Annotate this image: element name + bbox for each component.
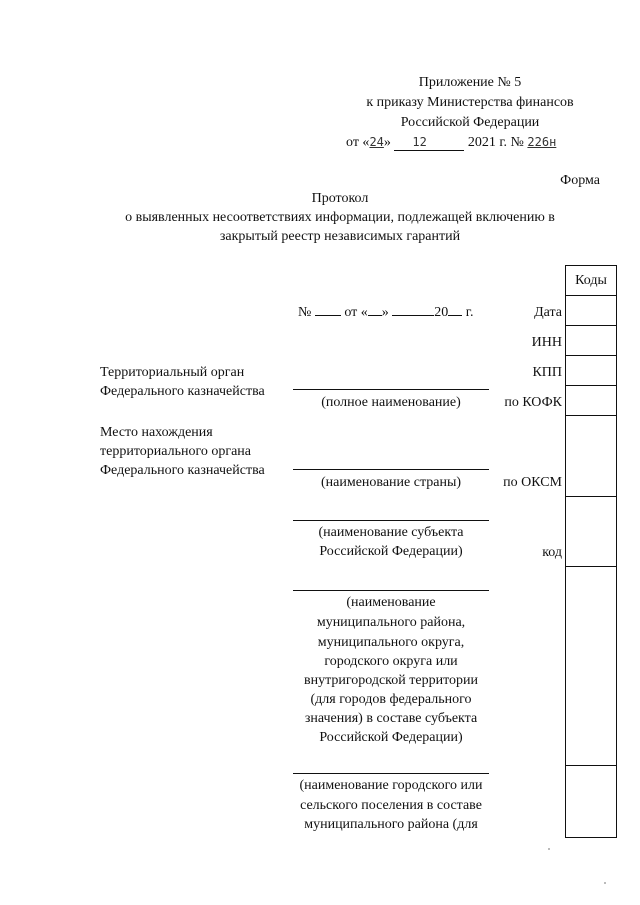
order-date-prefix: от « xyxy=(346,135,370,150)
caption-settlement-2: сельского поселения в составе xyxy=(300,798,482,813)
date-from: от « xyxy=(344,305,368,320)
label-kpp: КПП xyxy=(532,365,562,380)
territorial-body-label-2: Федерального казначейства xyxy=(100,384,265,399)
month-blank xyxy=(392,315,434,316)
form-label: Форма xyxy=(560,173,600,188)
order-year: 2021 г. № xyxy=(467,135,524,150)
code-cell-subject xyxy=(565,566,617,766)
code-cell-date xyxy=(565,295,617,326)
caption-municipal-5: внутригородской территории xyxy=(303,673,479,688)
date-quote-close: » xyxy=(381,305,389,320)
number-blank xyxy=(315,315,341,316)
caption-settlement-1: (наименование городского или xyxy=(299,778,483,793)
number-sign: № xyxy=(298,305,312,320)
municipal-line xyxy=(293,590,489,591)
location-label-2: территориального органа xyxy=(100,444,252,459)
full-name-line xyxy=(293,389,489,390)
caption-full-name: (полное наименование) xyxy=(321,395,461,410)
code-cell-municipal xyxy=(565,765,617,838)
year-blank xyxy=(448,315,462,316)
label-inn: ИНН xyxy=(531,335,562,350)
caption-municipal-2: муниципального района, xyxy=(316,615,466,630)
document-title: Протокол xyxy=(311,191,369,206)
settlement-line xyxy=(293,773,489,774)
year-suffix: г. xyxy=(465,305,474,320)
document-subtitle-2: закрытый реестр независимых гарантий xyxy=(219,229,461,244)
codes-header-cell xyxy=(565,265,617,296)
caption-municipal-6: (для городов федерального xyxy=(310,692,472,707)
code-cell-kofk xyxy=(565,385,617,416)
caption-municipal-3: муниципального округа, xyxy=(317,635,465,650)
year-prefix: 20 xyxy=(434,305,449,320)
order-month: 12 xyxy=(394,134,464,151)
order-day: 24 xyxy=(369,135,384,149)
caption-municipal-7: значения) в составе субъекта xyxy=(304,711,478,726)
caption-municipal-1: (наименование xyxy=(346,595,436,610)
country-line xyxy=(293,469,489,470)
code-cell-blank xyxy=(565,415,617,497)
order-reference: к приказу Министерства финансов xyxy=(366,95,574,110)
subject-line xyxy=(293,520,489,521)
code-cell-oksm xyxy=(565,496,617,567)
label-oksm: по ОКСМ xyxy=(503,475,562,490)
order-day-close: » xyxy=(383,135,391,150)
code-cell-kpp xyxy=(565,355,617,386)
codes-header: Коды xyxy=(575,273,607,288)
caption-subject-1: (наименование субъекта xyxy=(318,525,464,540)
label-code: код xyxy=(542,545,562,560)
appendix-title: Приложение № 5 xyxy=(418,75,522,90)
location-label-3: Федерального казначейства xyxy=(100,463,265,478)
order-number: 226н xyxy=(527,135,557,149)
scan-speck xyxy=(604,882,606,884)
day-blank xyxy=(368,315,382,316)
document-subtitle-1: о выявленных несоответствиях информации, подлежащей включению в xyxy=(125,210,555,225)
label-date: Дата xyxy=(534,305,562,320)
code-cell-inn xyxy=(565,325,617,356)
location-label-1: Место нахождения xyxy=(100,425,213,440)
order-date-line xyxy=(346,134,556,153)
scan-speck xyxy=(548,848,550,850)
caption-municipal-8: Российской Федерации) xyxy=(319,730,463,745)
caption-municipal-4: городского округа или xyxy=(324,654,458,669)
caption-subject-2: Российской Федерации) xyxy=(319,544,463,559)
protocol-number-line xyxy=(298,304,473,323)
territorial-body-label-1: Территориальный орган xyxy=(100,365,245,380)
caption-settlement-3: муниципального района (для xyxy=(304,817,478,832)
label-kofk: по КОФК xyxy=(504,395,562,410)
caption-country: (наименование страны) xyxy=(320,475,462,490)
ministry-name: Российской Федерации xyxy=(400,115,540,130)
